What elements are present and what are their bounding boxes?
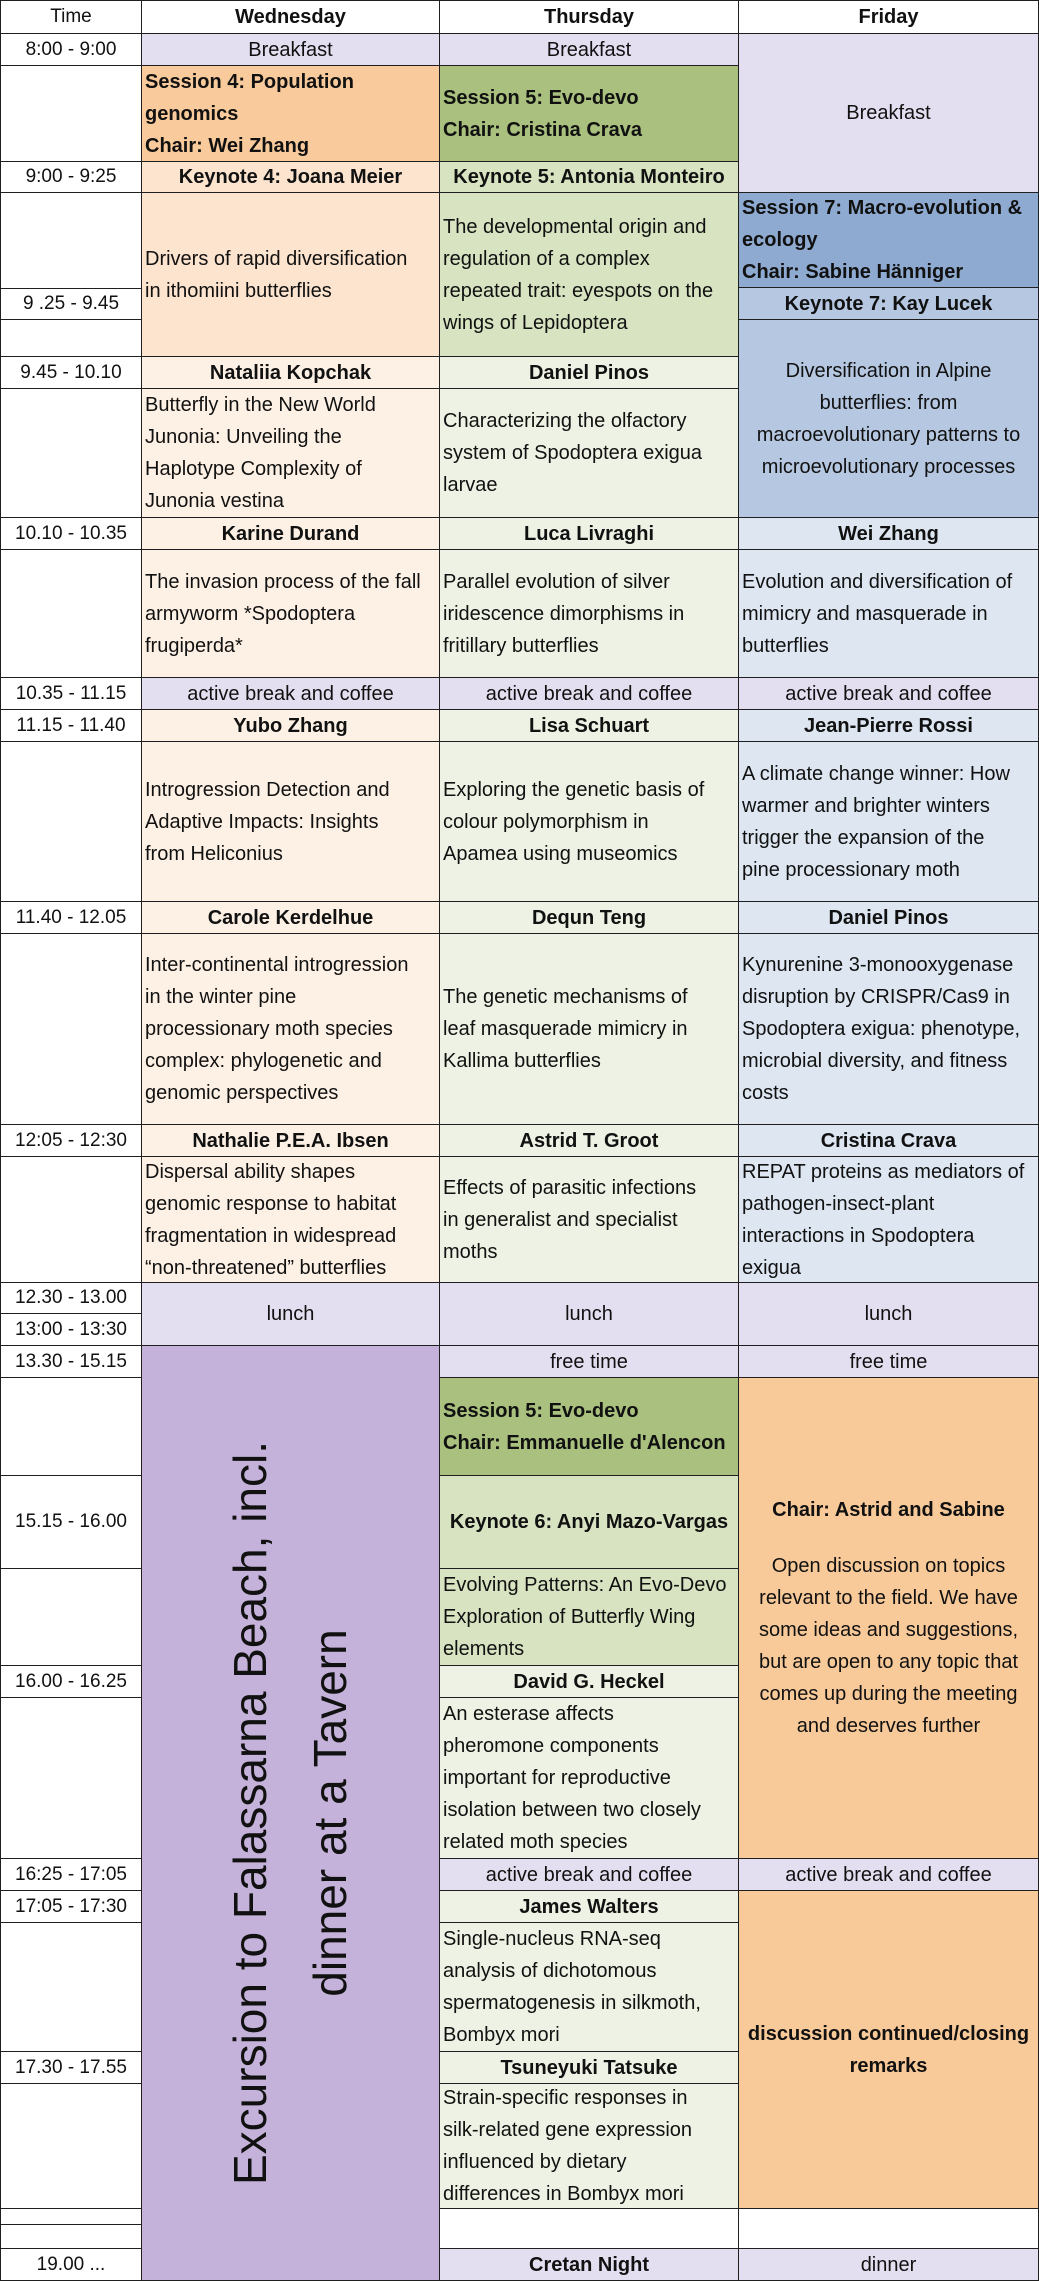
title-line: Parallel evolution of silver xyxy=(443,570,670,593)
fri-talk-title xyxy=(738,933,1039,1125)
title-line: Characterizing the olfactory xyxy=(443,410,687,432)
wed-excursion xyxy=(141,1345,440,2281)
header-time: Time xyxy=(0,0,142,34)
fri-talk-title xyxy=(738,549,1039,678)
title-line: trigger the expansion of the xyxy=(742,826,985,849)
time-slot: 17.30 - 17.55 xyxy=(0,2051,142,2084)
title-line: costs xyxy=(742,1082,789,1104)
thu-speaker: Astrid T. Groot xyxy=(439,1124,739,1157)
title-line: Introgression Detection and xyxy=(145,778,390,801)
wed-keynote-4-title xyxy=(141,192,440,357)
thu-speaker: Lisa Schuart xyxy=(439,709,739,742)
wed-talk-title xyxy=(141,1156,440,1283)
fri-speaker: Daniel Pinos xyxy=(738,901,1039,934)
wed-breakfast: Breakfast xyxy=(141,33,440,66)
wed-talk-title xyxy=(141,741,440,902)
thu-speaker: Luca Livraghi xyxy=(439,517,739,550)
session-line: genomics xyxy=(145,102,239,125)
fri-talk-title xyxy=(738,741,1039,902)
time-slot: 16:25 - 17:05 xyxy=(0,1858,142,1891)
thu-talk-title xyxy=(439,1156,739,1283)
header-friday: Friday xyxy=(738,0,1039,34)
time-spacer xyxy=(0,2208,142,2225)
time-spacer xyxy=(0,1156,142,1283)
title-line: Exploring the genetic basis of xyxy=(443,778,705,801)
thu-cretan-night: Cretan Night xyxy=(439,2248,739,2281)
wed-speaker: Nathalie P.E.A. Ibsen xyxy=(141,1124,440,1157)
thu-speaker: Tsuneyuki Tatsuke xyxy=(439,2051,739,2084)
wed-talk-title xyxy=(141,549,440,678)
session-line: Session 5: Evo-devo xyxy=(443,1399,639,1422)
title-line: from Heliconius xyxy=(145,842,283,865)
wed-speaker: Yubo Zhang xyxy=(141,709,440,742)
title-line: in generalist and specialist xyxy=(443,1208,678,1231)
fri-free-time: free time xyxy=(738,1345,1039,1378)
title-line: fritillary butterflies xyxy=(443,634,599,657)
title-line: pine processionary moth xyxy=(742,858,960,881)
title-line: “non-threatened” butterflies xyxy=(145,1256,387,1279)
thu-coffee-break: active break and coffee xyxy=(439,1858,739,1891)
title-line: microevolutionary processes xyxy=(761,455,1016,478)
thu-keynote-5: Keynote 5: Antonia Monteiro xyxy=(439,161,739,193)
title-line: in ithomiini butterflies xyxy=(145,279,332,302)
time-spacer xyxy=(0,319,142,357)
wed-talk-title xyxy=(141,388,440,518)
time-slot: 17:05 - 17:30 xyxy=(0,1890,142,1923)
title-line: Evolving Patterns: An Evo-Devo xyxy=(443,1574,727,1596)
time-slot: 8:00 - 9:00 xyxy=(0,33,142,66)
thu-talk-title xyxy=(439,933,739,1125)
title-line: Adaptive Impacts: Insights xyxy=(145,810,379,833)
title-line: processionary moth species xyxy=(145,1018,393,1040)
fri-empty xyxy=(738,2208,1039,2249)
time-spacer xyxy=(0,549,142,678)
title-line: spermatogenesis in silkmoth, xyxy=(443,1992,701,2014)
thu-speaker: Dequn Teng xyxy=(439,901,739,934)
title-line: leaf masquerade mimicry in xyxy=(443,1018,688,1040)
thu-lunch: lunch xyxy=(439,1282,739,1346)
thu-breakfast: Breakfast xyxy=(439,33,739,66)
excursion-line: Excursion to Falassarna Beach, incl. xyxy=(224,1440,277,2186)
thu-talk-title xyxy=(439,1697,739,1859)
title-line: butterflies: from xyxy=(819,391,958,414)
time-spacer xyxy=(0,1568,142,1666)
title-line: elements xyxy=(443,1638,525,1660)
title-line: differences in Bombyx mori xyxy=(443,2183,684,2205)
thu-speaker: Daniel Pinos xyxy=(439,356,739,389)
wed-coffee-break: active break and coffee xyxy=(141,677,440,710)
time-spacer xyxy=(0,1697,142,1859)
title-line: Kynurenine 3-monooxygenase xyxy=(742,954,1014,976)
title-line: An esterase affects xyxy=(443,1703,614,1725)
open-line: but are open to any topic that xyxy=(758,1651,1019,1673)
title-line: Junonia: Unveiling the xyxy=(145,426,342,448)
time-spacer xyxy=(0,65,142,162)
session-chair: Chair: Cristina Crava xyxy=(443,118,642,141)
time-spacer xyxy=(0,1922,142,2052)
fri-speaker: Wei Zhang xyxy=(738,517,1039,550)
title-line: The developmental origin and xyxy=(443,215,707,238)
fri-session-7-header xyxy=(738,192,1039,288)
title-line: Haplotype Complexity of xyxy=(145,458,362,480)
fri-closing-discussion xyxy=(738,1890,1039,2209)
open-line: relevant to the field. We have xyxy=(759,1587,1018,1609)
session-line: ecology xyxy=(742,229,818,251)
session-line: Session 4: Population xyxy=(145,70,354,93)
title-line: The invasion process of the fall xyxy=(145,570,421,593)
title-line: important for reproductive xyxy=(443,1767,671,1789)
time-slot: 11.15 - 11.40 xyxy=(0,709,142,742)
title-line: Butterfly in the New World xyxy=(145,394,376,416)
fri-keynote-7: Keynote 7: Kay Lucek xyxy=(738,287,1039,320)
thu-talk-title xyxy=(439,741,739,902)
time-spacer xyxy=(0,933,142,1125)
title-line: warmer and brighter winters xyxy=(742,794,990,817)
title-line: influenced by dietary xyxy=(443,2151,627,2173)
title-line: butterflies xyxy=(742,634,829,657)
title-line: frugiperda* xyxy=(145,634,243,657)
title-line: microbial diversity, and fitness xyxy=(742,1050,1008,1072)
thu-keynote-6-title xyxy=(439,1568,739,1666)
fri-speaker: Cristina Crava xyxy=(738,1124,1039,1157)
session-chair: Chair: Sabine Hänniger xyxy=(742,261,964,283)
fri-coffee-break: active break and coffee xyxy=(738,1858,1039,1891)
title-line: exigua xyxy=(742,1256,801,1279)
wed-speaker: Nataliia Kopchak xyxy=(141,356,440,389)
title-line: genomic perspectives xyxy=(145,1082,339,1104)
time-slot: 9.45 - 10.10 xyxy=(0,356,142,389)
title-line: repeated trait: eyespots on the xyxy=(443,279,714,302)
title-line: armyworm *Spodoptera xyxy=(145,602,356,625)
wed-lunch: lunch xyxy=(141,1282,440,1346)
thu-speaker: James Walters xyxy=(439,1890,739,1923)
fri-lunch: lunch xyxy=(738,1282,1039,1346)
title-line: pheromone components xyxy=(443,1735,659,1757)
closing-line: remarks xyxy=(849,2054,928,2077)
title-line: silk-related gene expression xyxy=(443,2119,693,2141)
closing-line: discussion continued/closing xyxy=(747,2022,1030,2045)
time-slot: 10.35 - 11.15 xyxy=(0,677,142,710)
title-line: related moth species xyxy=(443,1831,628,1853)
title-line: Diversification in Alpine xyxy=(785,359,992,382)
title-line: Exploration of Butterfly Wing xyxy=(443,1606,696,1628)
title-line: Junonia vestina xyxy=(145,490,284,512)
fri-keynote-7-title xyxy=(738,319,1039,518)
fri-speaker: Jean-Pierre Rossi xyxy=(738,709,1039,742)
thu-talk-title xyxy=(439,388,739,518)
time-slot: 15.15 - 16.00 xyxy=(0,1475,142,1569)
title-line: in the winter pine xyxy=(145,986,297,1008)
session-line: Session 7: Macro-evolution & xyxy=(742,197,1023,219)
time-spacer xyxy=(0,192,142,289)
title-line: Inter-continental introgression xyxy=(145,954,409,976)
thu-free-time: free time xyxy=(439,1345,739,1378)
thu-talk-title xyxy=(439,1922,739,2052)
wed-session-4-header xyxy=(141,65,440,162)
thu-session-5-header xyxy=(439,65,739,162)
title-line: pathogen-insect-plant xyxy=(742,1192,935,1215)
thu-empty xyxy=(439,2208,739,2249)
title-line: Apamea using museomics xyxy=(443,842,678,865)
title-line: interactions in Spodoptera xyxy=(742,1224,975,1247)
wed-speaker: Karine Durand xyxy=(141,517,440,550)
time-slot: 13:00 - 13:30 xyxy=(0,1313,142,1346)
time-slot: 16.00 - 16.25 xyxy=(0,1665,142,1698)
time-spacer xyxy=(0,2224,142,2249)
wed-keynote-4: Keynote 4: Joana Meier xyxy=(141,161,440,193)
excursion-text xyxy=(211,1441,371,2185)
title-line: Spodoptera exigua: phenotype, xyxy=(742,1018,1020,1040)
session-line: Session 5: Evo-devo xyxy=(443,86,639,109)
time-slot: 10.10 - 10.35 xyxy=(0,517,142,550)
thu-talk-title xyxy=(439,2083,739,2209)
title-line: REPAT proteins as mediators of xyxy=(742,1160,1025,1183)
title-line: genomic response to habitat xyxy=(145,1192,397,1215)
title-line: colour polymorphism in xyxy=(443,810,649,833)
open-line: some ideas and suggestions, xyxy=(758,1619,1019,1641)
wed-talk-title xyxy=(141,933,440,1125)
time-slot: 12:05 - 12:30 xyxy=(0,1124,142,1157)
wed-speaker: Carole Kerdelhue xyxy=(141,901,440,934)
title-line: Effects of parasitic infections xyxy=(443,1176,697,1199)
title-line: isolation between two closely xyxy=(443,1799,701,1821)
open-line: Open discussion on topics xyxy=(771,1555,1006,1577)
title-line: Drivers of rapid diversification xyxy=(145,247,408,270)
time-slot: 12.30 - 13.00 xyxy=(0,1282,142,1314)
title-line: disruption by CRISPR/Cas9 in xyxy=(742,986,1010,1008)
time-slot: 13.30 - 15.15 xyxy=(0,1345,142,1378)
title-line: Strain-specific responses in xyxy=(443,2087,688,2109)
fri-coffee-break: active break and coffee xyxy=(738,677,1039,710)
thu-coffee-break: active break and coffee xyxy=(439,677,739,710)
header-wednesday: Wednesday xyxy=(141,0,440,34)
time-slot: 9:00 - 9:25 xyxy=(0,161,142,193)
fri-talk-title xyxy=(738,1156,1039,1283)
title-line: A climate change winner: How xyxy=(742,762,1010,785)
session-chair: Chair: Emmanuelle d'Alencon xyxy=(443,1431,726,1454)
header-thursday: Thursday xyxy=(439,0,739,34)
thu-keynote-5-title xyxy=(439,192,739,357)
time-slot: 19.00 ... xyxy=(0,2248,142,2281)
time-spacer xyxy=(0,1377,142,1476)
time-spacer xyxy=(0,2083,142,2209)
title-line: regulation of a complex xyxy=(443,247,650,270)
title-line: macroevolutionary patterns to xyxy=(756,423,1021,446)
title-line: Bombyx mori xyxy=(443,2024,560,2046)
title-line: mimicry and masquerade in xyxy=(742,602,988,625)
title-line: analysis of dichotomous xyxy=(443,1960,657,1982)
fri-dinner: dinner xyxy=(738,2248,1039,2281)
title-line: The genetic mechanisms of xyxy=(443,986,688,1008)
title-line: complex: phylogenetic and xyxy=(145,1050,382,1072)
time-spacer xyxy=(0,741,142,902)
title-line: system of Spodoptera exigua xyxy=(443,442,703,464)
fri-breakfast: Breakfast xyxy=(738,33,1039,193)
thu-session-5b-header xyxy=(439,1377,739,1476)
open-line: comes up during the meeting xyxy=(759,1683,1018,1705)
thu-talk-title xyxy=(439,549,739,678)
session-chair: Chair: Wei Zhang xyxy=(145,134,310,157)
title-line: Evolution and diversification of xyxy=(742,570,1013,593)
title-line: Dispersal ability shapes xyxy=(145,1160,356,1183)
title-line: iridescence dimorphisms in xyxy=(443,602,685,625)
title-line: wings of Lepidoptera xyxy=(443,311,628,334)
open-line: and deserves further xyxy=(796,1715,981,1737)
excursion-line: dinner at a Tavern xyxy=(304,1629,357,1997)
title-line: Kallima butterflies xyxy=(443,1050,601,1072)
title-line: moths xyxy=(443,1240,498,1263)
thu-speaker: David G. Heckel xyxy=(439,1665,739,1698)
time-slot: 9 .25 - 9.45 xyxy=(0,288,142,320)
title-line: fragmentation in widespread xyxy=(145,1224,397,1247)
title-line: Single-nucleus RNA-seq xyxy=(443,1928,661,1950)
thu-keynote-6: Keynote 6: Anyi Mazo-Vargas xyxy=(439,1475,739,1569)
open-discussion-chair: Chair: Astrid and Sabine xyxy=(772,1499,1005,1521)
time-slot: 11.40 - 12.05 xyxy=(0,901,142,934)
title-line: larvae xyxy=(443,474,498,496)
fri-open-discussion xyxy=(738,1377,1039,1859)
time-spacer xyxy=(0,388,142,518)
